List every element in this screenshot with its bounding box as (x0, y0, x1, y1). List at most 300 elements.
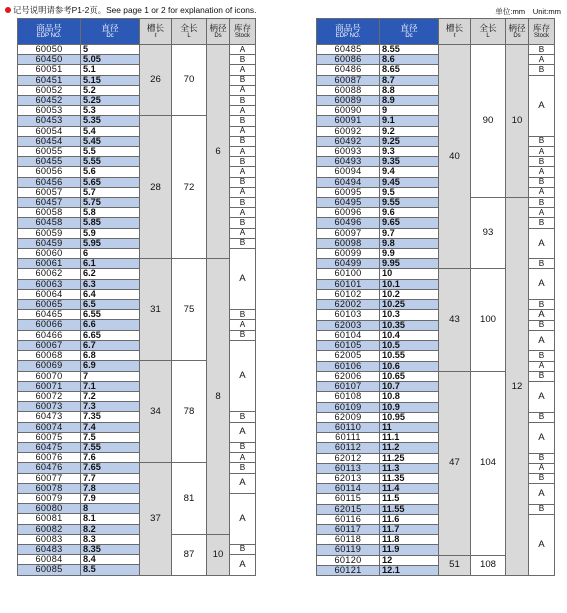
stock-status: A (230, 106, 256, 116)
diameter-value: 12 (380, 555, 439, 565)
diameter-value: 5.4 (81, 126, 140, 136)
table-row (18, 259, 256, 269)
stock-status: A (529, 75, 555, 136)
edp-number: 60050 (18, 45, 81, 55)
diameter-value: 5.55 (81, 157, 140, 167)
total-length-value: 75 (172, 259, 207, 361)
edp-number: 60109 (317, 402, 380, 412)
diameter-value: 8.35 (81, 544, 140, 554)
edp-number: 60085 (18, 565, 81, 575)
stock-status: A (529, 269, 555, 300)
edp-number: 60090 (317, 106, 380, 116)
edp-number: 60066 (18, 320, 81, 330)
edp-number: 60107 (317, 382, 380, 392)
diameter-value: 11 (380, 422, 439, 432)
icon-reference-text: 记号说明请参考P1-2页。See page 1 or 2 for explanation of icons. (13, 5, 257, 15)
diameter-value: 7.7 (81, 473, 140, 483)
diameter-value: 12.1 (380, 565, 439, 575)
edp-number: 60102 (317, 289, 380, 299)
edp-number: 60475 (18, 442, 81, 452)
diameter-value: 11.5 (380, 494, 439, 504)
edp-number: 60076 (18, 453, 81, 463)
total-length-value: 78 (172, 361, 207, 463)
stock-status: A (230, 555, 256, 575)
stock-status: B (230, 157, 256, 167)
stock-status: A (230, 453, 256, 463)
shank-diameter-value: 8 (207, 259, 230, 534)
stock-status: A (230, 320, 256, 330)
edp-number: 62002 (317, 300, 380, 310)
diameter-value: 5.1 (81, 65, 140, 75)
edp-number: 60104 (317, 331, 380, 341)
diameter-value: 10 (380, 269, 439, 279)
header-stock: 库存 Stock (230, 19, 256, 45)
diameter-value: 5.2 (81, 85, 140, 95)
edp-number: 60452 (18, 96, 81, 106)
diameter-value: 10.5 (380, 341, 439, 351)
stock-status: B (529, 65, 555, 75)
diameter-value: 5.8 (81, 208, 140, 218)
diameter-value: 9.7 (380, 228, 439, 238)
edp-number: 60059 (18, 228, 81, 238)
right-spec-table (316, 18, 555, 576)
diameter-value: 5 (81, 45, 140, 55)
edp-number: 60051 (18, 65, 81, 75)
diameter-value: 9.25 (380, 136, 439, 146)
diameter-value: 10.2 (380, 289, 439, 299)
stock-status: A (230, 147, 256, 157)
edp-number: 60067 (18, 340, 81, 350)
diameter-value: 9.6 (380, 208, 439, 218)
diameter-value: 7.5 (81, 432, 140, 442)
stock-status: A (230, 422, 256, 442)
diameter-value: 7.55 (81, 442, 140, 452)
diameter-value: 7.9 (81, 493, 140, 503)
edp-number: 62013 (317, 473, 380, 483)
flute-length-value: 37 (140, 463, 172, 575)
diameter-value: 5.85 (81, 218, 140, 228)
diameter-value: 11.3 (380, 463, 439, 473)
diameter-value: 5.05 (81, 55, 140, 65)
diameter-value: 5.75 (81, 198, 140, 208)
stock-status: B (529, 473, 555, 483)
header-flute-length: 槽长 ℓ (439, 19, 471, 45)
stock-status: B (230, 544, 256, 554)
stock-status: A (529, 361, 555, 371)
edp-number: 60083 (18, 534, 81, 544)
edp-number: 60459 (18, 238, 81, 248)
edp-number: 60055 (18, 147, 81, 157)
edp-number: 60080 (18, 504, 81, 514)
stock-status: B (529, 177, 555, 187)
diameter-value: 10.3 (380, 310, 439, 321)
stock-status: B (230, 463, 256, 473)
edp-number: 60053 (18, 106, 81, 116)
diameter-value: 6.65 (81, 330, 140, 340)
diameter-value: 10.1 (380, 279, 439, 289)
diameter-value: 7.4 (81, 422, 140, 432)
diameter-value: 8.7 (380, 75, 439, 85)
edp-number: 62009 (317, 412, 380, 422)
stock-status: B (529, 259, 555, 269)
diameter-value: 6.5 (81, 300, 140, 310)
header-shank-diameter: 柄径 Ds (207, 19, 230, 45)
edp-number: 60114 (317, 484, 380, 494)
stock-status: B (529, 45, 555, 55)
header-flute-length: 槽长 ℓ (140, 19, 172, 45)
edp-number: 60118 (317, 535, 380, 545)
stock-status: B (529, 371, 555, 381)
edp-number: 60069 (18, 361, 81, 371)
total-length-value: 93 (471, 198, 506, 269)
stock-status: A (529, 167, 555, 177)
stock-status: A (230, 167, 256, 177)
stock-status: A (529, 484, 555, 504)
edp-number: 60456 (18, 177, 81, 187)
diameter-value: 7.35 (81, 412, 140, 422)
edp-number: 60499 (317, 259, 380, 269)
diameter-value: 10.55 (380, 351, 439, 361)
diameter-value: 8 (81, 504, 140, 514)
edp-number: 60091 (317, 116, 380, 126)
stock-status: A (230, 473, 256, 493)
diameter-value: 9.8 (380, 238, 439, 248)
diameter-value: 6.1 (81, 259, 140, 269)
edp-number: 60106 (317, 361, 380, 371)
diameter-value: 8.3 (81, 534, 140, 544)
total-length-value: 108 (471, 555, 506, 575)
diameter-value: 7.1 (81, 381, 140, 391)
diameter-value: 7.65 (81, 463, 140, 473)
stock-status: A (529, 228, 555, 259)
edp-number: 60103 (317, 310, 380, 321)
edp-number: 60079 (18, 493, 81, 503)
flute-length-value: 51 (439, 555, 471, 575)
diameter-value: 8.8 (380, 85, 439, 95)
stock-status: A (230, 340, 256, 411)
flute-length-value: 31 (140, 259, 172, 361)
diameter-value: 9.4 (380, 167, 439, 177)
edp-number: 60117 (317, 524, 380, 534)
edp-number: 60451 (18, 75, 81, 85)
edp-number: 60458 (18, 218, 81, 228)
diameter-value: 5.6 (81, 167, 140, 177)
diameter-value: 11.1 (380, 433, 439, 443)
stock-status: B (230, 412, 256, 422)
edp-number: 60486 (317, 65, 380, 75)
diameter-value: 5.5 (81, 147, 140, 157)
diameter-value: 7 (81, 371, 140, 381)
stock-status: A (529, 514, 555, 575)
edp-number: 60052 (18, 85, 81, 95)
edp-number: 60101 (317, 279, 380, 289)
stock-status: A (529, 331, 555, 351)
diameter-value: 9.2 (380, 126, 439, 136)
stock-status: B (230, 96, 256, 106)
edp-number: 60074 (18, 422, 81, 432)
edp-number: 60113 (317, 463, 380, 473)
stock-status: B (529, 300, 555, 310)
diameter-value: 10.95 (380, 412, 439, 422)
diameter-value: 11.4 (380, 484, 439, 494)
edp-number: 62006 (317, 371, 380, 381)
diameter-value: 5.25 (81, 96, 140, 106)
diameter-value: 5.3 (81, 106, 140, 116)
diameter-value: 8.9 (380, 96, 439, 106)
total-length-value: 100 (471, 269, 506, 371)
flute-length-value: 43 (439, 269, 471, 371)
edp-number: 60071 (18, 381, 81, 391)
diameter-value: 6.4 (81, 289, 140, 299)
edp-number: 60072 (18, 391, 81, 401)
edp-number: 60095 (317, 187, 380, 197)
shank-diameter-value: 10 (207, 534, 230, 575)
diameter-value: 6.9 (81, 361, 140, 371)
edp-number: 60086 (317, 55, 380, 65)
header-code: 商品号 EDP NO. (317, 19, 380, 45)
diameter-value: 5.95 (81, 238, 140, 248)
stock-status: A (529, 422, 555, 453)
flute-length-value: 34 (140, 361, 172, 463)
diameter-value: 5.9 (81, 228, 140, 238)
diameter-value: 10.65 (380, 371, 439, 381)
flute-length-value: 47 (439, 371, 471, 555)
diameter-value: 6.55 (81, 310, 140, 320)
table-row (317, 198, 555, 208)
flute-length-value: 26 (140, 45, 172, 116)
edp-number: 62012 (317, 453, 380, 463)
red-dot-icon (5, 7, 11, 13)
edp-number: 62015 (317, 504, 380, 514)
header-code: 商品号 EDP NO. (18, 19, 81, 45)
edp-number: 60070 (18, 371, 81, 381)
diameter-value: 10.9 (380, 402, 439, 412)
edp-number: 60121 (317, 565, 380, 575)
edp-number: 60064 (18, 289, 81, 299)
stock-status: B (230, 238, 256, 248)
edp-number: 60089 (317, 96, 380, 106)
total-length-value: 81 (172, 463, 207, 534)
diameter-value: 6.6 (81, 320, 140, 330)
diameter-value: 9.55 (380, 198, 439, 208)
edp-number: 60483 (18, 544, 81, 554)
edp-number: 60068 (18, 351, 81, 361)
stock-status: A (230, 228, 256, 238)
edp-number: 60088 (317, 85, 380, 95)
diameter-value: 11.6 (380, 514, 439, 524)
total-length-value: 90 (471, 45, 506, 198)
diameter-value: 10.25 (380, 300, 439, 310)
stock-status: A (230, 208, 256, 218)
stock-status: A (529, 463, 555, 473)
header-total-length: 全长 L (471, 19, 506, 45)
diameter-value: 11.7 (380, 524, 439, 534)
diameter-value: 8.5 (81, 565, 140, 575)
edp-number: 62003 (317, 320, 380, 330)
edp-number: 60073 (18, 402, 81, 412)
total-length-value: 70 (172, 45, 207, 116)
stock-status: B (529, 351, 555, 361)
diameter-value: 5.7 (81, 187, 140, 197)
stock-status: B (529, 453, 555, 463)
diameter-value: 6.7 (81, 340, 140, 350)
edp-number: 60082 (18, 524, 81, 534)
diameter-value: 11.35 (380, 473, 439, 483)
diameter-value: 9.1 (380, 116, 439, 126)
diameter-value: 11.2 (380, 443, 439, 453)
edp-number: 60457 (18, 198, 81, 208)
edp-number: 60115 (317, 494, 380, 504)
stock-status: B (529, 412, 555, 422)
edp-number: 60473 (18, 412, 81, 422)
stock-status: A (230, 187, 256, 197)
stock-status: B (230, 330, 256, 340)
edp-number: 60485 (317, 45, 380, 55)
edp-number: 60492 (317, 136, 380, 146)
diameter-value: 10.6 (380, 361, 439, 371)
edp-number: 60063 (18, 279, 81, 289)
table-row (18, 45, 256, 55)
header-diameter: 直径 Dc (380, 19, 439, 45)
diameter-value: 7.8 (81, 483, 140, 493)
edp-number: 60112 (317, 443, 380, 453)
diameter-value: 11.55 (380, 504, 439, 514)
total-length-value: 72 (172, 116, 207, 259)
edp-number: 60450 (18, 55, 81, 65)
header-diameter: 直径 Dc (81, 19, 140, 45)
edp-number: 60119 (317, 545, 380, 555)
edp-number: 60476 (18, 463, 81, 473)
diameter-value: 10.35 (380, 320, 439, 330)
edp-number: 60093 (317, 147, 380, 157)
edp-number: 60494 (317, 177, 380, 187)
total-length-value: 104 (471, 371, 506, 555)
diameter-value: 9.9 (380, 249, 439, 259)
edp-number: 60100 (317, 269, 380, 279)
edp-number: 60057 (18, 187, 81, 197)
diameter-value: 9.5 (380, 187, 439, 197)
diameter-value: 7.2 (81, 391, 140, 401)
diameter-value: 10.8 (380, 392, 439, 402)
edp-number: 60108 (317, 392, 380, 402)
edp-number: 60096 (317, 208, 380, 218)
edp-number: 60116 (317, 514, 380, 524)
edp-number: 60496 (317, 218, 380, 228)
table-row (317, 45, 555, 55)
diameter-value: 10.7 (380, 382, 439, 392)
diameter-value: 8.65 (380, 65, 439, 75)
stock-status: A (529, 147, 555, 157)
diameter-value: 9.3 (380, 147, 439, 157)
diameter-value: 9.35 (380, 157, 439, 167)
edp-number: 60084 (18, 555, 81, 565)
total-length-value: 87 (172, 534, 207, 575)
diameter-value: 11.9 (380, 545, 439, 555)
edp-number: 60077 (18, 473, 81, 483)
edp-number: 60098 (317, 238, 380, 248)
edp-number: 60110 (317, 422, 380, 432)
stock-status: A (230, 65, 256, 75)
icon-reference-note (5, 4, 256, 16)
edp-number: 60065 (18, 300, 81, 310)
stock-status: A (529, 187, 555, 197)
unit-label: 单位:mm Unit:mm (495, 7, 561, 16)
table-row (18, 534, 256, 544)
edp-number: 60105 (317, 341, 380, 351)
edp-number: 62005 (317, 351, 380, 361)
edp-number: 60075 (18, 432, 81, 442)
shank-diameter-value: 6 (207, 45, 230, 259)
shank-diameter-value: 12 (506, 198, 529, 576)
diameter-value: 6.2 (81, 269, 140, 279)
diameter-value: 5.35 (81, 116, 140, 126)
edp-number: 60061 (18, 259, 81, 269)
stock-status: B (230, 55, 256, 65)
edp-number: 60111 (317, 433, 380, 443)
stock-status: A (230, 249, 256, 310)
stock-status: B (230, 218, 256, 228)
diameter-value: 5.15 (81, 75, 140, 85)
diameter-value: 5.65 (81, 177, 140, 187)
edp-number: 60455 (18, 157, 81, 167)
edp-number: 60054 (18, 126, 81, 136)
header-shank-diameter: 柄径 Ds (506, 19, 529, 45)
flute-length-value: 40 (439, 45, 471, 269)
edp-number: 60078 (18, 483, 81, 493)
stock-status: A (529, 55, 555, 65)
stock-status: B (529, 157, 555, 167)
stock-status: B (230, 136, 256, 146)
edp-number: 60087 (317, 75, 380, 85)
diameter-value: 8.6 (380, 55, 439, 65)
flute-length-value: 28 (140, 116, 172, 259)
edp-number: 60081 (18, 514, 81, 524)
diameter-value: 5.45 (81, 136, 140, 146)
edp-number: 60465 (18, 310, 81, 320)
diameter-value: 9.65 (380, 218, 439, 228)
stock-status: B (230, 442, 256, 452)
stock-status: A (230, 126, 256, 136)
stock-status: B (230, 116, 256, 126)
edp-number: 60099 (317, 249, 380, 259)
stock-status: A (230, 493, 256, 544)
diameter-value: 9.95 (380, 259, 439, 269)
edp-number: 60058 (18, 208, 81, 218)
diameter-value: 8.2 (81, 524, 140, 534)
stock-status: B (230, 198, 256, 208)
diameter-value: 11.25 (380, 453, 439, 463)
diameter-value: 10.4 (380, 331, 439, 341)
stock-status: B (529, 320, 555, 330)
diameter-value: 8.1 (81, 514, 140, 524)
diameter-value: 9.45 (380, 177, 439, 187)
edp-number: 60495 (317, 198, 380, 208)
stock-status: B (529, 504, 555, 514)
diameter-value: 6.3 (81, 279, 140, 289)
diameter-value: 7.3 (81, 402, 140, 412)
edp-number: 60094 (317, 167, 380, 177)
edp-number: 60453 (18, 116, 81, 126)
diameter-value: 6.8 (81, 351, 140, 361)
stock-status: A (529, 310, 555, 321)
stock-status: B (230, 177, 256, 187)
edp-number: 60120 (317, 555, 380, 565)
stock-status: B (529, 136, 555, 146)
diameter-value: 9 (380, 106, 439, 116)
edp-number: 60493 (317, 157, 380, 167)
diameter-value: 11.8 (380, 535, 439, 545)
stock-status: B (529, 198, 555, 208)
